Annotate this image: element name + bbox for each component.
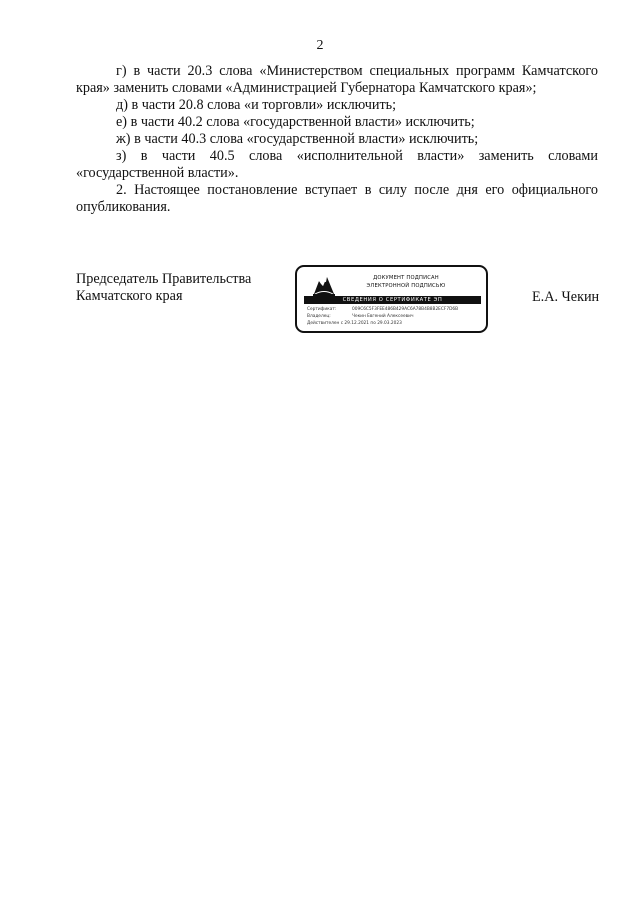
electronic-signature-stamp bbox=[295, 265, 488, 333]
paragraph-z-line1: з) в части 40.5 слова «исполнительной власти» заменить словами bbox=[116, 148, 598, 164]
page-number: 2 bbox=[316, 38, 324, 53]
stamp-row-label: Владелец: bbox=[307, 314, 331, 319]
signer-name: Е.А. Чекин bbox=[532, 289, 600, 305]
stamp-row-certificate bbox=[307, 307, 458, 312]
paragraph-2-line1: 2. Настоящее постановление вступает в силу после дня его официального bbox=[116, 182, 598, 198]
signer-position-line1: Председатель Правительства bbox=[76, 271, 252, 287]
paragraph-z-line2: «государственной власти». bbox=[76, 165, 239, 181]
stamp-row-label: Действителен с 29.12.2021 по 29.03.2023 bbox=[307, 321, 402, 326]
paragraph-2-line2: опубликования. bbox=[76, 199, 171, 215]
stamp-title-line1: ДОКУМЕНТ ПОДПИСАН bbox=[373, 275, 439, 281]
stamp-row-value: Чекин Евгений Алексеевич bbox=[352, 314, 414, 319]
stamp-row-validity bbox=[307, 321, 402, 326]
emblem-icon bbox=[311, 272, 337, 298]
paragraph-d: д) в части 20.8 слова «и торговли» исключить; bbox=[116, 97, 397, 113]
stamp-row-label: Сертификат: bbox=[307, 307, 337, 312]
stamp-title-line2: ЭЛЕКТРОННОЙ ПОДПИСЬЮ bbox=[366, 283, 446, 289]
paragraph-zh: ж) в части 40.3 слова «государственной власти» исключить; bbox=[116, 131, 479, 147]
stamp-certificate-bar: СВЕДЕНИЯ О СЕРТИФИКАТЕ ЭП bbox=[304, 296, 481, 304]
stamp-row-value: 009С6С5F3FEE486B429AC6A78B4B8B2ECF7D6B bbox=[352, 307, 459, 312]
paragraph-g-line1: г) в части 20.3 слова «Министерством специальных программ Камчатского bbox=[116, 63, 598, 79]
signer-position-line2: Камчатского края bbox=[76, 288, 183, 304]
paragraph-g-line2: края» заменить словами «Администрацией Губернатора Камчатского края»; bbox=[76, 80, 537, 96]
paragraph-e: е) в части 40.2 слова «государственной власти» исключить; bbox=[116, 114, 475, 130]
stamp-row-owner bbox=[307, 314, 414, 319]
